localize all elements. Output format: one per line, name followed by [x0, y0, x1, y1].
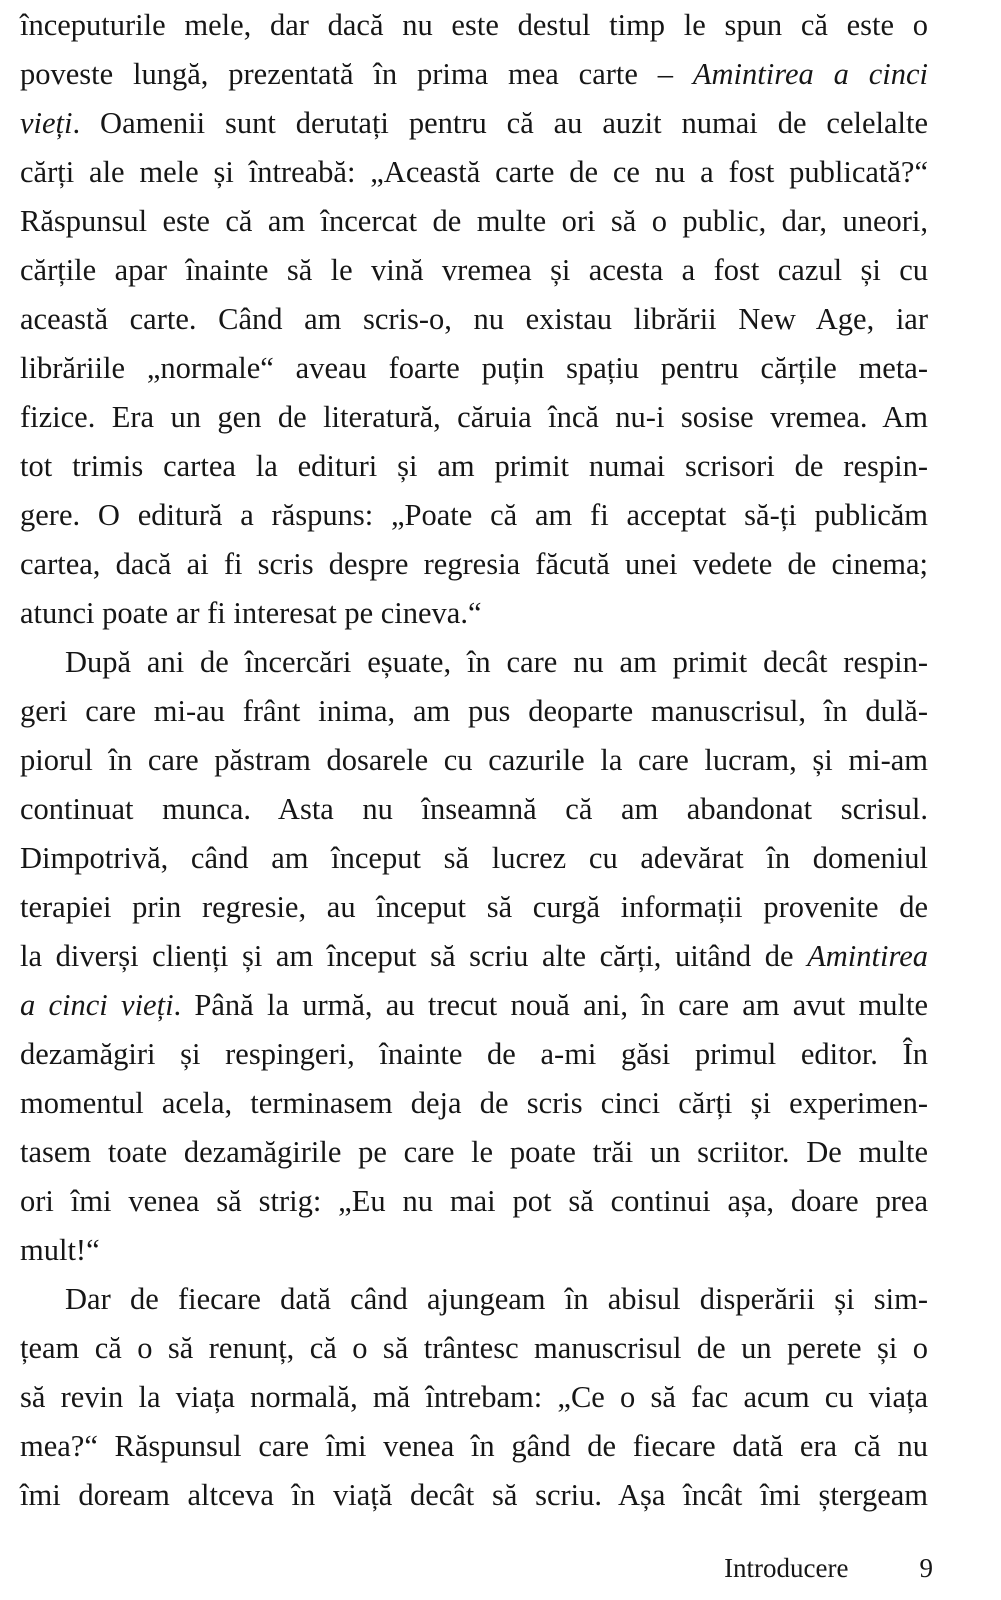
- text-line: [20, 295, 928, 344]
- text-segment: gere. O editură a răspuns: „Poate că am fi acceptat să-ți publicăm: [20, 498, 928, 532]
- text-segment: După ani de încercări eșuate, în care nu am primit decât respin-: [65, 645, 928, 679]
- text-line: [20, 736, 928, 785]
- text-segment: cărțile apar înainte să le vină vremea și acesta a fost cazul și cu: [20, 253, 928, 287]
- text-segment: Răspunsul este că am încercat de multe ori să o public, dar, uneori,: [20, 204, 928, 238]
- text-line: [20, 981, 928, 1030]
- text-line: [20, 1079, 928, 1128]
- text-line: [20, 1471, 928, 1520]
- text-segment: țeam că o să renunț, că o să trântesc manuscrisul de un perete și o: [20, 1331, 928, 1365]
- text-line: [20, 491, 928, 540]
- text-line: [20, 99, 928, 148]
- text-segment: începuturile mele, dar dacă nu este destul timp le spun că este o: [20, 8, 928, 42]
- text-segment: această carte. Când am scris-o, nu existau librării New Age, iar: [20, 302, 928, 336]
- text-line: [20, 687, 928, 736]
- text-line: [20, 1226, 928, 1275]
- text-segment: mult!“: [20, 1233, 100, 1267]
- text-segment: poveste lungă, prezentată în prima mea carte –: [20, 57, 693, 91]
- text-line: [20, 1422, 928, 1471]
- text-line: [20, 932, 928, 981]
- text-segment: geri care mi-au frânt inima, am pus deoparte manuscrisul, în dulă-: [20, 694, 928, 728]
- text-segment: fizice. Era un gen de literatură, căruia încă nu-i sosise vremea. Am: [20, 400, 928, 434]
- text-line: [20, 883, 928, 932]
- text-line: [20, 1177, 928, 1226]
- text-segment: librăriile „normale“ aveau foarte puțin spațiu pentru cărțile meta-: [20, 351, 928, 385]
- text-line: [20, 1030, 928, 1079]
- text-line: [20, 197, 928, 246]
- text-line: [20, 1324, 928, 1373]
- page-number: 9: [919, 1553, 933, 1583]
- text-line: [20, 1, 928, 50]
- text-segment: tasem toate dezamăgirile pe care le poate trăi un scriitor. De multe: [20, 1135, 928, 1169]
- text-line: [20, 148, 928, 197]
- text-segment: îmi doream altceva în viață decât să scriu. Așa încât îmi ștergeam: [20, 1478, 928, 1512]
- text-line: [20, 344, 928, 393]
- text-segment: . Până la urmă, au trecut nouă ani, în care am avut multe: [173, 988, 928, 1022]
- running-footer-title: Introducere: [724, 1553, 849, 1583]
- text-segment: dezamăgiri și respingeri, înainte de a-mi găsi primul editor. În: [20, 1037, 928, 1071]
- text-segment: ori îmi venea să strig: „Eu nu mai pot să continui așa, doare prea: [20, 1184, 928, 1218]
- text-segment: atunci poate ar fi interesat pe cineva.“: [20, 596, 482, 630]
- text-line: [20, 1128, 928, 1177]
- text-segment: mea?“ Răspunsul care îmi venea în gând de fiecare dată era că nu: [20, 1429, 928, 1463]
- text-segment: Dar de fiecare dată când ajungeam în abisul disperării și sim-: [65, 1282, 928, 1316]
- text-line: [20, 589, 928, 638]
- italic-text-segment: Amintirea: [807, 939, 928, 973]
- text-line: [20, 540, 928, 589]
- text-segment: cărți ale mele și întreabă: „Această carte de ce nu a fost publicată?“: [20, 155, 928, 189]
- text-segment: Dimpotrivă, când am început să lucrez cu adevărat în domeniul: [20, 841, 928, 875]
- text-segment: terapiei prin regresie, au început să curgă informații provenite de: [20, 890, 928, 924]
- text-line: [20, 50, 928, 99]
- text-line: [20, 638, 928, 687]
- text-line: [20, 442, 928, 491]
- text-segment: să revin la viața normală, mă întrebam: „Ce o să fac acum cu viața: [20, 1380, 928, 1414]
- text-segment: momentul acela, terminasem deja de scris cinci cărți și experimen-: [20, 1086, 928, 1120]
- text-line: [20, 1373, 928, 1422]
- italic-text-segment: Amintirea a cinci: [692, 57, 928, 91]
- text-segment: continuat munca. Asta nu înseamnă că am abandonat scrisul.: [20, 792, 928, 826]
- text-segment: piorul în care păstram dosarele cu cazurile la care lucram, și mi-am: [20, 743, 928, 777]
- page-footer: [20, 1552, 933, 1584]
- text-line: [20, 834, 928, 883]
- body-text: [20, 1, 928, 1520]
- text-line: [20, 246, 928, 295]
- italic-text-segment: vieți: [20, 106, 73, 140]
- text-segment: . Oamenii sunt derutați pentru că au auzit numai de celelalte: [72, 106, 928, 140]
- text-segment: tot trimis cartea la edituri și am primit numai scrisori de respin-: [20, 449, 928, 483]
- italic-text-segment: a cinci vieți: [20, 988, 174, 1022]
- text-line: [20, 1275, 928, 1324]
- text-line: [20, 785, 928, 834]
- text-line: [20, 393, 928, 442]
- text-segment: cartea, dacă ai fi scris despre regresia făcută unei vedete de cinema;: [20, 547, 928, 581]
- text-segment: la diverși clienți și am început să scriu alte cărți, uitând de: [20, 939, 808, 973]
